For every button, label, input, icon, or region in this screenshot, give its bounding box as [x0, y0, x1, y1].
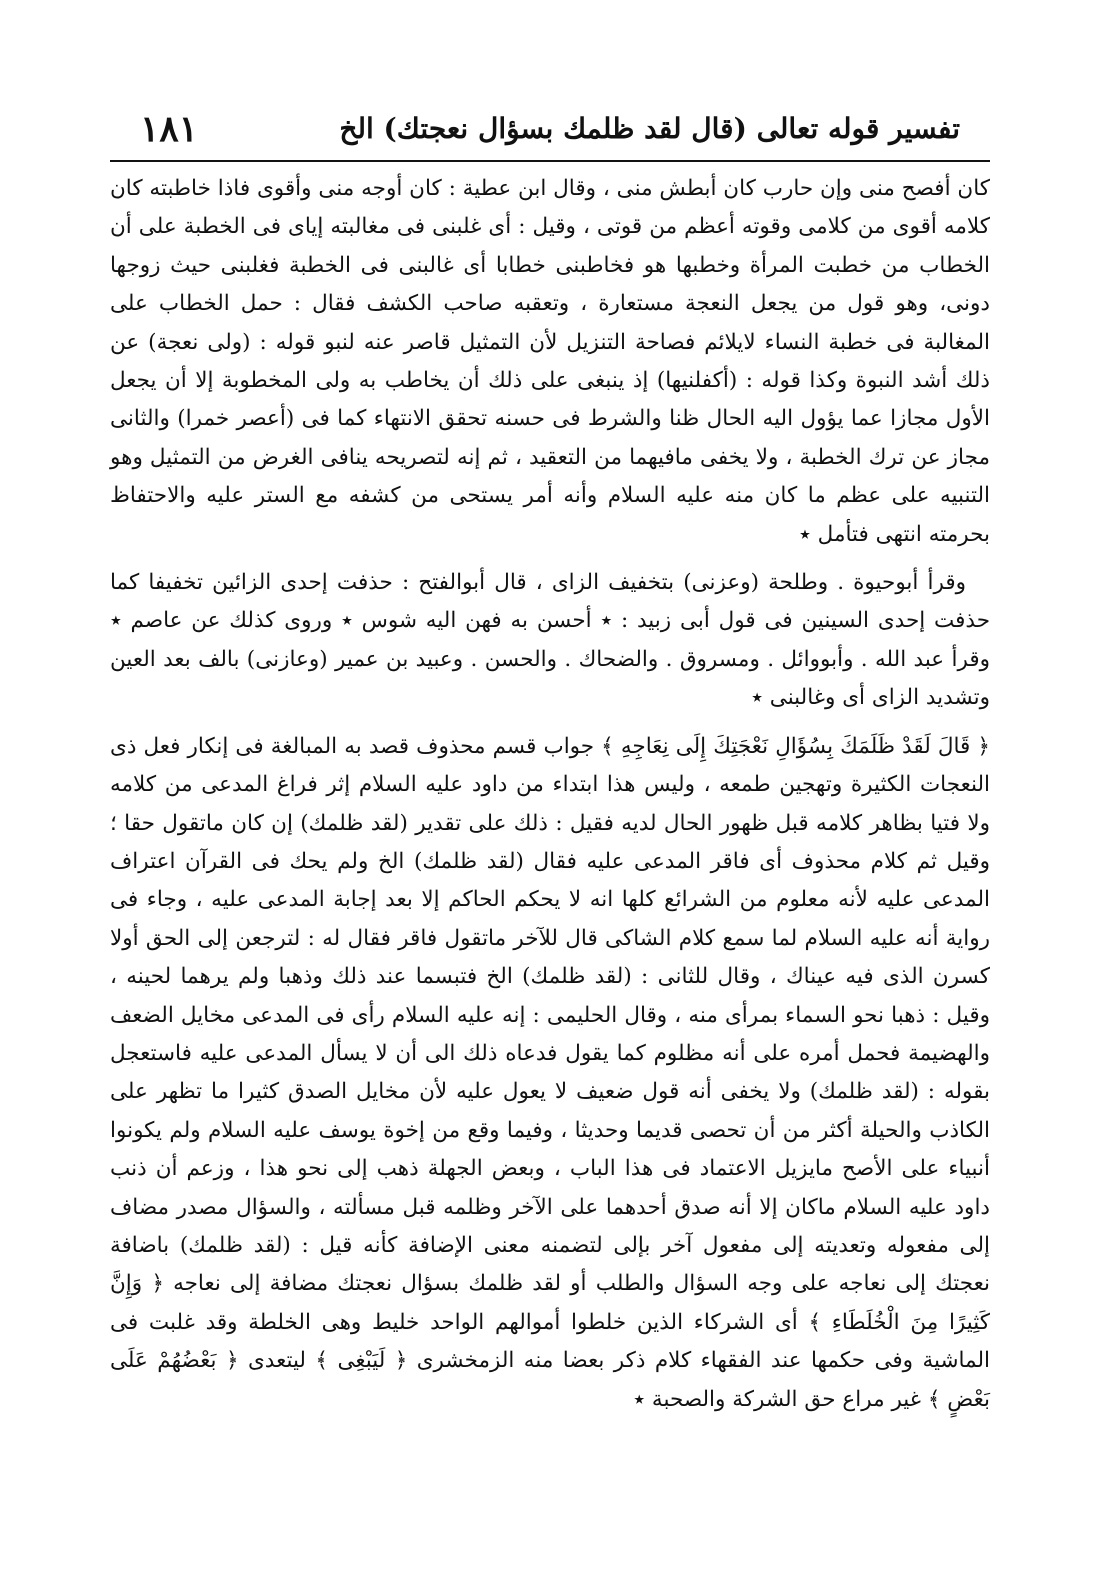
page-title: تفسير قوله تعالى (قال لقد ظلمك بسؤال نعجتك) الخ	[339, 112, 960, 145]
paragraph-1: كان أفصح منى وإن حارب كان أبطش منى ، وقال ابن عطية : كان أوجه منى وأقوى فاذا خاطبته كان كلامه أقوى من كلامى وقوته أعظم من قوتى ، وقيل : أى غلبنى فى مغالبته إياى فى الخطبة على أن الخطاب من خطبت المرأة وخطبها هو فخاطبنى خطابا أى غالبنى فى الخطبة فغلبنى حيث زوجها دونى، وهو قول من يجعل النعجة مستعارة ، وتعقبه صاحب الكشف فقال : حمل الخطاب على المغالبة فى خطبة النساء لايلائم فصاحة التنزيل لأن التمثيل قاصر عنه لنبو قوله : (ولى نعجة) عن ذلك أشد النبوة وكذا قوله : (أكفلنيها) إذ ينبغى على ذلك أن يخاطب به ولى المخطوبة إلا أن يجعل الأول مجازا عما يؤول اليه الحال ظنا والشرط فى حسنه تحقق الانتهاء كما فى (أعصر خمرا) والثانى مجاز عن ترك الخطبة ، ولا يخفى مافيهما من التعقيد ، ثم إنه لتصريحه ينافى الغرض من التمثيل وهو التنبيه على عظم ما كان منه عليه السلام وأنه أمر يستحى من كشفه مع الستر عليه والاحتفاظ بحرمته انتهى فتأمل ٭	[110, 176, 990, 547]
paragraph-2: وقرأ أبوحيوة . وطلحة (وعزنى) بتخفيف الزاى ، قال أبوالفتح : حذفت إحدى الزائين تخفيفا كما حذفت إحدى السينين فى قول أبى زبيد : ٭ أحسن به فهن اليه شوس ٭ وروى كذلك عن عاصم ٭ وقرأ عبد الله . وأبووائل . ومسروق . والضحاك . والحسن . وعبيد بن عمير (وعازنى) بالف بعد العين وتشديد الزاى أى وغالبنى ٭	[110, 570, 990, 711]
running-header	[110, 108, 990, 154]
book-page	[110, 108, 990, 1548]
paragraph-3: ﴿ قَالَ لَقَدْ ظَلَمَكَ بِسُؤَالِ نَعْجَتِكَ إِلَى نِعَاجِهِ ﴾ جواب قسم محذوف قصد به المبالغة فى إنكار فعل ذى النعجات الكثيرة وتهجين طمعه ، وليس هذا ابتداء من داود عليه السلام إثر فراغ المدعى من كلامه ولا فتيا بظاهر كلامه قبل ظهور الحال لديه فقيل : ذلك على تقدير (لقد ظلمك) إن كان ماتقول حقا ؛ وقيل ثم كلام محذوف أى فاقر المدعى عليه فقال (لقد ظلمك) الخ ولم يحك فى القرآن اعتراف المدعى عليه لأنه معلوم من الشرائع كلها انه لا يحكم الحاكم إلا بعد إجابة المدعى عليه ، وجاء فى رواية أنه عليه السلام لما سمع كلام الشاكى قال للآخر ماتقول فاقر فقال له : لترجعن إلى الحق أولا كسرن الذى فيه عيناك ، وقال للثانى : (لقد ظلمك) الخ فتبسما عند ذلك وذهبا ولم يرهما لحينه ، وقيل : ذهبا نحو السماء بمرأى منه ، وقال الحليمى : إنه عليه السلام رأى فى المدعى مخايل الضعف والهضيمة فحمل أمره على أنه مظلوم كما يقول فدعاه ذلك الى أن لا يسأل المدعى عليه فاستعجل بقوله : (لقد ظلمك) ولا يخفى أنه قول ضعيف لا يعول عليه لأن مخايل الصدق كثيرا ما تظهر على الكاذب والحيلة أكثر من أن تحصى قديما وحديثا ، وفيما وقع من إخوة يوسف عليه السلام ولم يكونوا أنبياء على الأصح مايزيل الاعتماد فى هذا الباب ، وبعض الجهلة ذهب إلى نحو هذا ، وزعم أن ذنب داود عليه السلام ماكان إلا أنه صدق أحدهما على الآخر وظلمه قبل مسألته ، والسؤال مصدر مضاف إلى مفعوله وتعديته إلى مفعول آخر بإلى لتضمنه معنى الإضافة كأنه قيل : (لقد ظلمك) باضافة نعجتك إلى نعاجه على وجه السؤال والطلب أو لقد ظلمك بسؤال نعجتك مضافة إلى نعاجه ﴿ وَإِنَّ كَثِيرًا مِنَ الْخُلَطَاءِ ﴾ أى الشركاء الذين خلطوا أموالهم الواحد خليط وهى الخلطة وقد غلبت فى الماشية وفى حكمها عند الفقهاء كلام ذكر بعضا منه الزمخشرى ﴿ لَيَبْغِى ﴾ ليتعدى ﴿ بَعْضُهُمْ عَلَى بَعْضٍ ﴾ غير مراع حق الشركة والصحبة ٭	[110, 733, 990, 1412]
page-body	[110, 170, 990, 1419]
page-number: ١٨١	[140, 108, 199, 150]
header-rule	[110, 160, 990, 162]
